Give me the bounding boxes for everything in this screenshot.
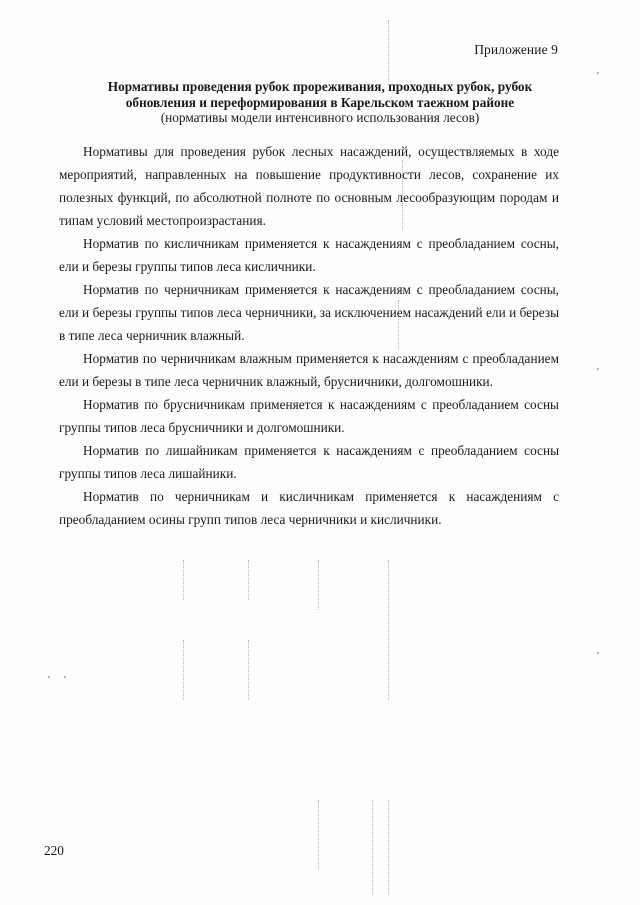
scan-artifact-line [248, 640, 249, 700]
document-subtitle: (нормативы модели интенсивного использования лесов) [160, 110, 480, 125]
scan-artifact-speck [597, 652, 599, 654]
scan-artifact-line [318, 800, 319, 870]
paragraph-cowberry: Норматив по брусничникам применяется к насаждениям с преобладанием сосны группы типов леса брусничники и долгомошники. [59, 397, 559, 435]
paragraph-intro: Нормативы для проведения рубок лесных насаждений, осуществляемых в ходе мероприятий, направленных на повышение продуктивности лесов, сохранение их полезных функций, по абсолютной полноте по основным лесообразующим породам и типам условий местопроизрастания. [59, 144, 559, 228]
paragraph-bilberry-wet: Норматив по черничникам влажным применяется к насаждениям с преобладанием ели и березы в типе леса черничник влажный, брусничники, долгомошники. [59, 351, 559, 389]
scan-artifact-speck [48, 676, 50, 678]
document-body [59, 140, 559, 531]
scan-artifact-line [388, 20, 389, 80]
scan-artifact-line [183, 560, 184, 600]
scan-artifact-line [388, 800, 389, 895]
scan-artifact-speck [64, 676, 66, 678]
paragraph-lichen: Норматив по лишайникам применяется к насаждениям с преобладанием сосны группы типов леса лишайники. [59, 443, 559, 481]
scan-artifact-line [248, 560, 249, 600]
document-title [60, 79, 580, 126]
scan-artifact-line [388, 560, 389, 700]
scan-artifact-line [318, 560, 319, 610]
scan-artifact-speck [597, 368, 599, 370]
appendix-label: Приложение 9 [474, 42, 558, 57]
title-line-1: Нормативы проведения рубок прореживания, проходных рубок, рубок [107, 79, 533, 94]
title-line-2: обновления и переформирования в Карельском таежном районе [125, 94, 515, 110]
paragraph-aspen: Норматив по черничникам и кисличникам применяется к насаждениям с преобладанием осины групп типов леса черничники и кисличники. [59, 489, 559, 527]
scan-artifact-line [372, 800, 373, 895]
scan-artifact-line [183, 640, 184, 700]
paragraph-bilberry: Норматив по черничникам применяется к насаждениям с преобладанием сосны, ели и березы группы типов леса черничники, за исключением насаждений ели и березы в типе леса черничник влажный. [59, 282, 559, 343]
paragraph-oxalis: Норматив по кисличникам применяется к насаждениям с преобладанием сосны, ели и березы группы типов леса кисличники. [59, 236, 559, 274]
scan-artifact-speck [597, 72, 599, 74]
page-number: 220 [44, 843, 64, 858]
